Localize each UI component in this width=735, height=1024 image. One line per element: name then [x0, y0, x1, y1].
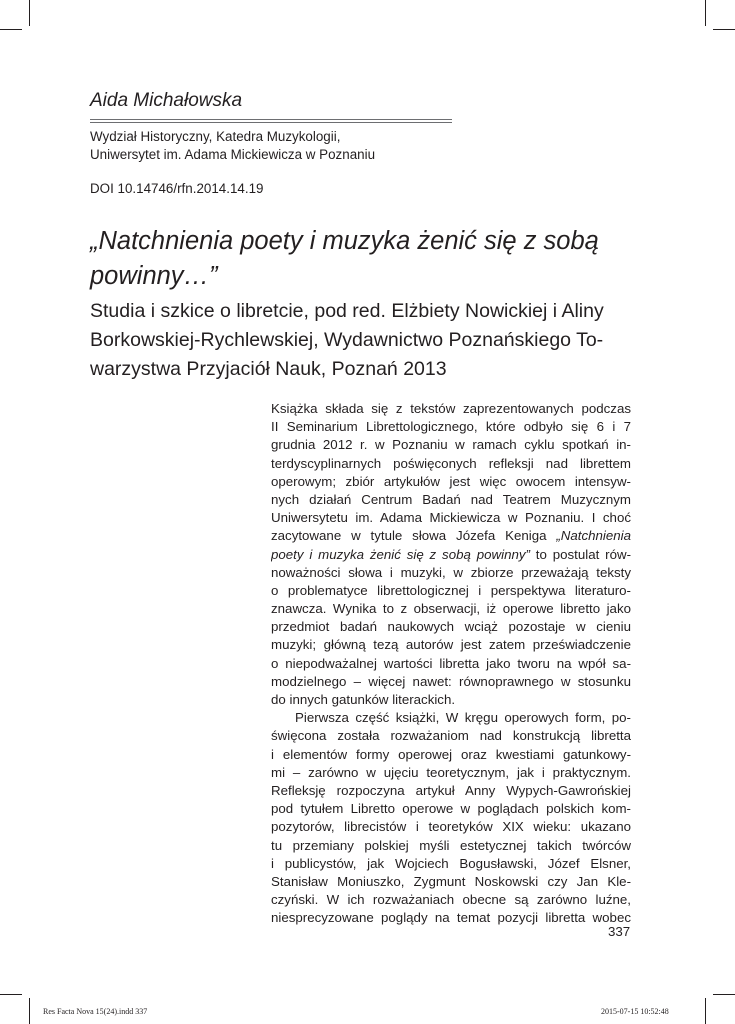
doi: DOI 10.14746/rfn.2014.14.19 — [90, 181, 264, 196]
body-text — [271, 400, 631, 927]
body-line-mixed — [271, 527, 631, 545]
body-line: Refleksję rozpoczyna artykuł Anny Wypych-Gawrońskiej — [271, 782, 631, 798]
book-reference — [90, 297, 604, 384]
crop-mark-top-left-h — [0, 29, 22, 30]
body-line: Uniwersytetu im. Adama Mickiewicza w Poznaniu. I choć — [271, 510, 631, 526]
crop-mark-bottom-left-h — [0, 994, 22, 995]
crop-mark-top-left — [29, 0, 30, 26]
crop-mark-top-right — [705, 0, 706, 26]
body-line: o problematyce librettologicznej i perspektywa literaturo- — [271, 582, 631, 598]
body-text-run: to postulat rów- — [529, 546, 631, 562]
body-line: terdyscyplinarnych poświęconych refleksji nad librettem — [271, 455, 631, 471]
body-text-run: zacytowane w tytule słowa Józefa Keniga — [271, 528, 557, 544]
body-line: niesprecyzowane poglądy na temat pozycji libretta wobec — [271, 910, 631, 926]
body-line: mi – zarówno w ujęciu teoretycznym, jak i praktycznym. — [271, 764, 631, 780]
subtitle-line: Borkowskiej-Rychlewskiej, Wydawnictwo Poznańskiego To- — [90, 329, 604, 351]
body-line: czyński. W ich rozważaniach obecne są zarówno luźne, — [271, 892, 631, 908]
footer-file-info: Res Facta Nova 15(24).indd 337 — [43, 1007, 148, 1016]
title-line: powinny…” — [90, 262, 218, 290]
body-line: Książka składa się z tekstów zaprezentowanych podczas — [271, 401, 631, 416]
article-title — [90, 224, 650, 294]
subtitle-line: warzystwa Przyjaciół Nauk, Poznań 2013 — [90, 358, 447, 380]
affiliation-line: Wydział Historyczny, Katedra Muzykologii, — [90, 129, 341, 144]
body-line-mixed — [271, 546, 631, 564]
quote-italic: „Natchnienia — [556, 528, 631, 544]
body-line: i elementów formy operowej oraz kwestiami gatunkowy- — [271, 746, 631, 762]
body-line: znawcza. Wynika to z obserwacji, iż operowe libretto jako — [271, 601, 631, 617]
body-line: operowym; zbiór artykułów jest więc owocem intensyw- — [271, 473, 631, 489]
body-line: przedmiot badań naukowych wciąż pozostaje w cieniu — [271, 619, 631, 635]
footer-timestamp: 2015-07-15 10:52:48 — [601, 1007, 669, 1016]
body-line: tu przemiany polskiej myśli estetycznej takich twórców — [271, 837, 631, 853]
body-line: grudnia 2012 r. w Poznaniu w ramach cyklu spotkań in- — [271, 437, 631, 453]
body-line: noważności słowa i muzyki, w zbiorze przeważają teksty — [271, 564, 631, 580]
body-line: pod tytułem Libretto operowe w poglądach polskich kom- — [271, 801, 631, 817]
title-line: „Natchnienia poety i muzyka żenić się z sobą — [90, 227, 599, 255]
body-line: Stanisław Moniuszko, Zygmunt Noskowski czy Jan Kle- — [271, 873, 631, 889]
crop-mark-top-right-h — [713, 29, 735, 30]
author-name: Aida Michałowska — [90, 90, 243, 111]
page-number: 337 — [608, 924, 631, 939]
body-line: modzielnego – więcej nawet: równoprawnego w stosunku — [271, 673, 631, 689]
crop-mark-bottom-right-h — [713, 994, 735, 995]
author-rule-bottom — [90, 122, 452, 123]
body-line: muzyki; główną tezą autorów jest zatem przeświadczenie — [271, 637, 631, 653]
body-line: nych działań Centrum Badań nad Teatrem Muzycznym — [271, 491, 631, 507]
crop-mark-bottom-left — [29, 998, 30, 1024]
author-rule-top — [90, 119, 452, 120]
quote-italic: poety i muzyka żenić się z sobą powinny” — [271, 546, 530, 562]
body-line: pozytorów, librecistów i teoretyków XIX wieku: ukazano — [271, 819, 631, 835]
affiliation-line: Uniwersytet im. Adama Mickiewicza w Poznaniu — [90, 147, 376, 162]
body-line: do innych gatunków literackich. — [271, 692, 456, 707]
body-line: o niepodważalnej wartości libretta jako tworu na wpół sa- — [271, 655, 631, 671]
body-line: Pierwsza część książki, W kręgu operowych form, po- — [295, 710, 631, 726]
crop-mark-bottom-right — [705, 998, 706, 1024]
subtitle-line: Studia i szkice o libretcie, pod red. Elżbiety Nowickiej i Aliny — [90, 300, 604, 322]
body-line: święcona została rozważaniom nad konstrukcją libretta — [271, 728, 631, 744]
body-line: II Seminarium Librettologicznego, które odbyło się 6 i 7 — [271, 419, 631, 435]
body-line: i publicystów, jak Wojciech Bogusławski, Józef Elsner, — [271, 855, 631, 871]
affiliation — [90, 128, 375, 164]
